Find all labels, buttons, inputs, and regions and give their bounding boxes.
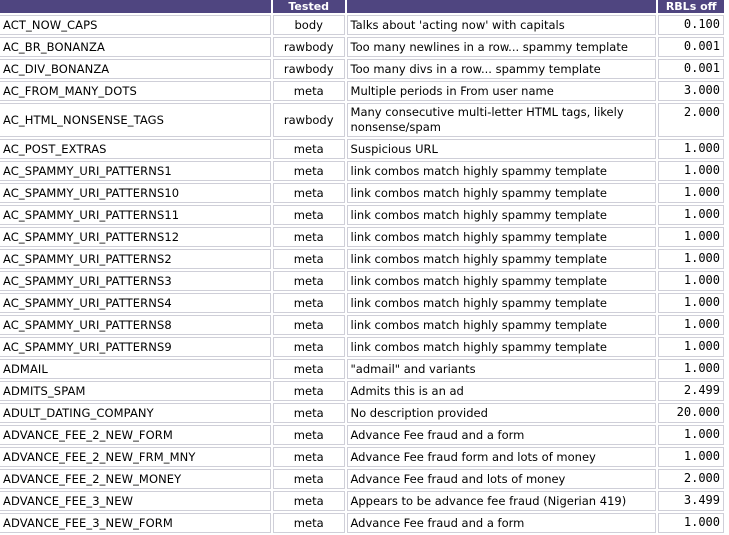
table-row bbox=[0, 271, 724, 291]
rule-description-cell: Advance Fee fraud and a form bbox=[347, 513, 657, 533]
rule-description-cell: link combos match highly spammy template bbox=[347, 293, 657, 313]
rule-name-cell: AC_SPAMMY_URI_PATTERNS12 bbox=[0, 227, 271, 247]
rule-area-cell: meta bbox=[273, 315, 345, 335]
rule-name-cell: AC_BR_BONANZA bbox=[0, 37, 271, 57]
rule-name-cell: AC_SPAMMY_URI_PATTERNS9 bbox=[0, 337, 271, 357]
rule-name-cell: ADVANCE_FEE_2_NEW_FRM_MNY bbox=[0, 447, 271, 467]
rule-name-cell: ADMITS_SPAM bbox=[0, 381, 271, 401]
rule-description-cell: Too many divs in a row... spammy template bbox=[347, 59, 657, 79]
rule-area-cell: meta bbox=[273, 381, 345, 401]
header-score-label: RBLs off bbox=[665, 0, 717, 13]
rule-name-cell: AC_DIV_BONANZA bbox=[0, 59, 271, 79]
rule-area-cell: rawbody bbox=[273, 37, 345, 57]
rule-name-cell: AC_SPAMMY_URI_PATTERNS10 bbox=[0, 183, 271, 203]
rule-score-cell: 1.000 bbox=[658, 359, 724, 379]
rule-description-cell: Many consecutive multi-letter HTML tags, likely nonsense/spam bbox=[347, 103, 657, 137]
rule-description-cell: Suspicious URL bbox=[347, 139, 657, 159]
rule-area-cell: meta bbox=[273, 183, 345, 203]
rule-score-cell: 2.000 bbox=[658, 469, 724, 489]
table-row bbox=[0, 381, 724, 401]
rule-area-cell: meta bbox=[273, 491, 345, 511]
rule-description-cell: Advance Fee fraud form and lots of money bbox=[347, 447, 657, 467]
table-row bbox=[0, 337, 724, 357]
rule-description-cell: link combos match highly spammy template bbox=[347, 161, 657, 181]
rule-score-cell: 0.001 bbox=[658, 37, 724, 57]
rule-score-cell: 20.000 bbox=[658, 403, 724, 423]
table-row bbox=[0, 249, 724, 269]
rule-description-cell: Advance Fee fraud and a form bbox=[347, 425, 657, 445]
rule-area-cell: meta bbox=[273, 425, 345, 445]
rules-table-body bbox=[0, 15, 724, 533]
rule-name-cell: AC_SPAMMY_URI_PATTERNS1 bbox=[0, 161, 271, 181]
rule-score-cell: 1.000 bbox=[658, 447, 724, 467]
table-row bbox=[0, 425, 724, 445]
rule-name-cell: AC_HTML_NONSENSE_TAGS bbox=[0, 103, 271, 137]
rule-score-cell: 1.000 bbox=[658, 293, 724, 313]
rule-description-cell: link combos match highly spammy template bbox=[347, 337, 657, 357]
rule-name-cell: AC_SPAMMY_URI_PATTERNS2 bbox=[0, 249, 271, 269]
rule-description-cell: link combos match highly spammy template bbox=[347, 183, 657, 203]
rule-score-cell: 1.000 bbox=[658, 425, 724, 445]
rule-score-cell: 1.000 bbox=[658, 271, 724, 291]
rule-area-cell: meta bbox=[273, 227, 345, 247]
rule-score-cell: 2.000 bbox=[658, 103, 724, 137]
table-row bbox=[0, 359, 724, 379]
rule-area-cell: meta bbox=[273, 447, 345, 467]
rule-description-cell: Appears to be advance fee fraud (Nigerian 419) bbox=[347, 491, 657, 511]
rule-description-cell: link combos match highly spammy template bbox=[347, 227, 657, 247]
table-row bbox=[0, 81, 724, 101]
rule-name-cell: AC_SPAMMY_URI_PATTERNS4 bbox=[0, 293, 271, 313]
rule-area-cell: meta bbox=[273, 403, 345, 423]
rule-name-cell: AC_SPAMMY_URI_PATTERNS3 bbox=[0, 271, 271, 291]
rule-score-cell: 1.000 bbox=[658, 513, 724, 533]
rule-area-cell: meta bbox=[273, 337, 345, 357]
rule-area-cell: rawbody bbox=[273, 103, 345, 137]
rule-score-cell: 3.499 bbox=[658, 491, 724, 511]
table-row bbox=[0, 103, 724, 137]
rule-description-cell: "admail" and variants bbox=[347, 359, 657, 379]
table-row bbox=[0, 227, 724, 247]
rule-description-cell: link combos match highly spammy template bbox=[347, 315, 657, 335]
rule-name-cell: ADULT_DATING_COMPANY bbox=[0, 403, 271, 423]
rule-name-cell: AC_SPAMMY_URI_PATTERNS11 bbox=[0, 205, 271, 225]
rule-name-cell: AC_FROM_MANY_DOTS bbox=[0, 81, 271, 101]
table-row bbox=[0, 37, 724, 57]
rule-score-cell: 1.000 bbox=[658, 227, 724, 247]
rule-score-cell: 0.001 bbox=[658, 59, 724, 79]
header-area-tested: Tested bbox=[273, 0, 345, 13]
rule-area-cell: meta bbox=[273, 161, 345, 181]
rule-area-cell: rawbody bbox=[273, 59, 345, 79]
table-row bbox=[0, 447, 724, 467]
rule-name-cell: ADVANCE_FEE_2_NEW_FORM bbox=[0, 425, 271, 445]
rule-description-cell: link combos match highly spammy template bbox=[347, 271, 657, 291]
table-row bbox=[0, 183, 724, 203]
table-row bbox=[0, 513, 724, 533]
rule-description-cell: Advance Fee fraud and lots of money bbox=[347, 469, 657, 489]
rule-description-cell: Multiple periods in From user name bbox=[347, 81, 657, 101]
rule-score-cell: 0.100 bbox=[658, 15, 724, 35]
rule-description-cell: link combos match highly spammy template bbox=[347, 205, 657, 225]
header-description bbox=[347, 0, 657, 13]
table-row bbox=[0, 315, 724, 335]
rule-area-cell: meta bbox=[273, 271, 345, 291]
header-score-rbls-off bbox=[658, 0, 724, 13]
rule-description-cell: Too many newlines in a row... spammy template bbox=[347, 37, 657, 57]
table-row bbox=[0, 469, 724, 489]
table-row bbox=[0, 293, 724, 313]
rule-area-cell: meta bbox=[273, 139, 345, 159]
rule-score-cell: 1.000 bbox=[658, 205, 724, 225]
rule-score-cell: 1.000 bbox=[658, 249, 724, 269]
rule-description-cell: link combos match highly spammy template bbox=[347, 249, 657, 269]
table-row bbox=[0, 403, 724, 423]
rule-description-cell: No description provided bbox=[347, 403, 657, 423]
table-row bbox=[0, 15, 724, 35]
rule-name-cell: ADVANCE_FEE_2_NEW_MONEY bbox=[0, 469, 271, 489]
rule-name-cell: ADMAIL bbox=[0, 359, 271, 379]
rule-description-cell: Admits this is an ad bbox=[347, 381, 657, 401]
rule-score-cell: 1.000 bbox=[658, 337, 724, 357]
rule-name-cell: ACT_NOW_CAPS bbox=[0, 15, 271, 35]
rule-name-cell: AC_SPAMMY_URI_PATTERNS8 bbox=[0, 315, 271, 335]
table-row bbox=[0, 491, 724, 511]
rule-area-cell: meta bbox=[273, 205, 345, 225]
table-row bbox=[0, 205, 724, 225]
rule-area-cell: meta bbox=[273, 359, 345, 379]
table-row bbox=[0, 161, 724, 181]
rule-area-cell: meta bbox=[273, 249, 345, 269]
rule-area-cell: meta bbox=[273, 293, 345, 313]
table-header-row bbox=[0, 0, 724, 13]
table-row bbox=[0, 59, 724, 79]
rule-name-cell: AC_POST_EXTRAS bbox=[0, 139, 271, 159]
rule-area-cell: body bbox=[273, 15, 345, 35]
rule-area-cell: meta bbox=[273, 513, 345, 533]
rule-score-cell: 3.000 bbox=[658, 81, 724, 101]
table-row bbox=[0, 139, 724, 159]
rule-name-cell: ADVANCE_FEE_3_NEW bbox=[0, 491, 271, 511]
rule-score-cell: 1.000 bbox=[658, 315, 724, 335]
rule-area-cell: meta bbox=[273, 81, 345, 101]
rule-area-cell: meta bbox=[273, 469, 345, 489]
rule-score-cell: 2.499 bbox=[658, 381, 724, 401]
rule-description-cell: Talks about 'acting now' with capitals bbox=[347, 15, 657, 35]
rule-score-cell: 1.000 bbox=[658, 139, 724, 159]
rule-score-cell: 1.000 bbox=[658, 161, 724, 181]
rule-score-cell: 1.000 bbox=[658, 183, 724, 203]
header-rule-name bbox=[0, 0, 271, 13]
rule-name-cell: ADVANCE_FEE_3_NEW_FORM bbox=[0, 513, 271, 533]
